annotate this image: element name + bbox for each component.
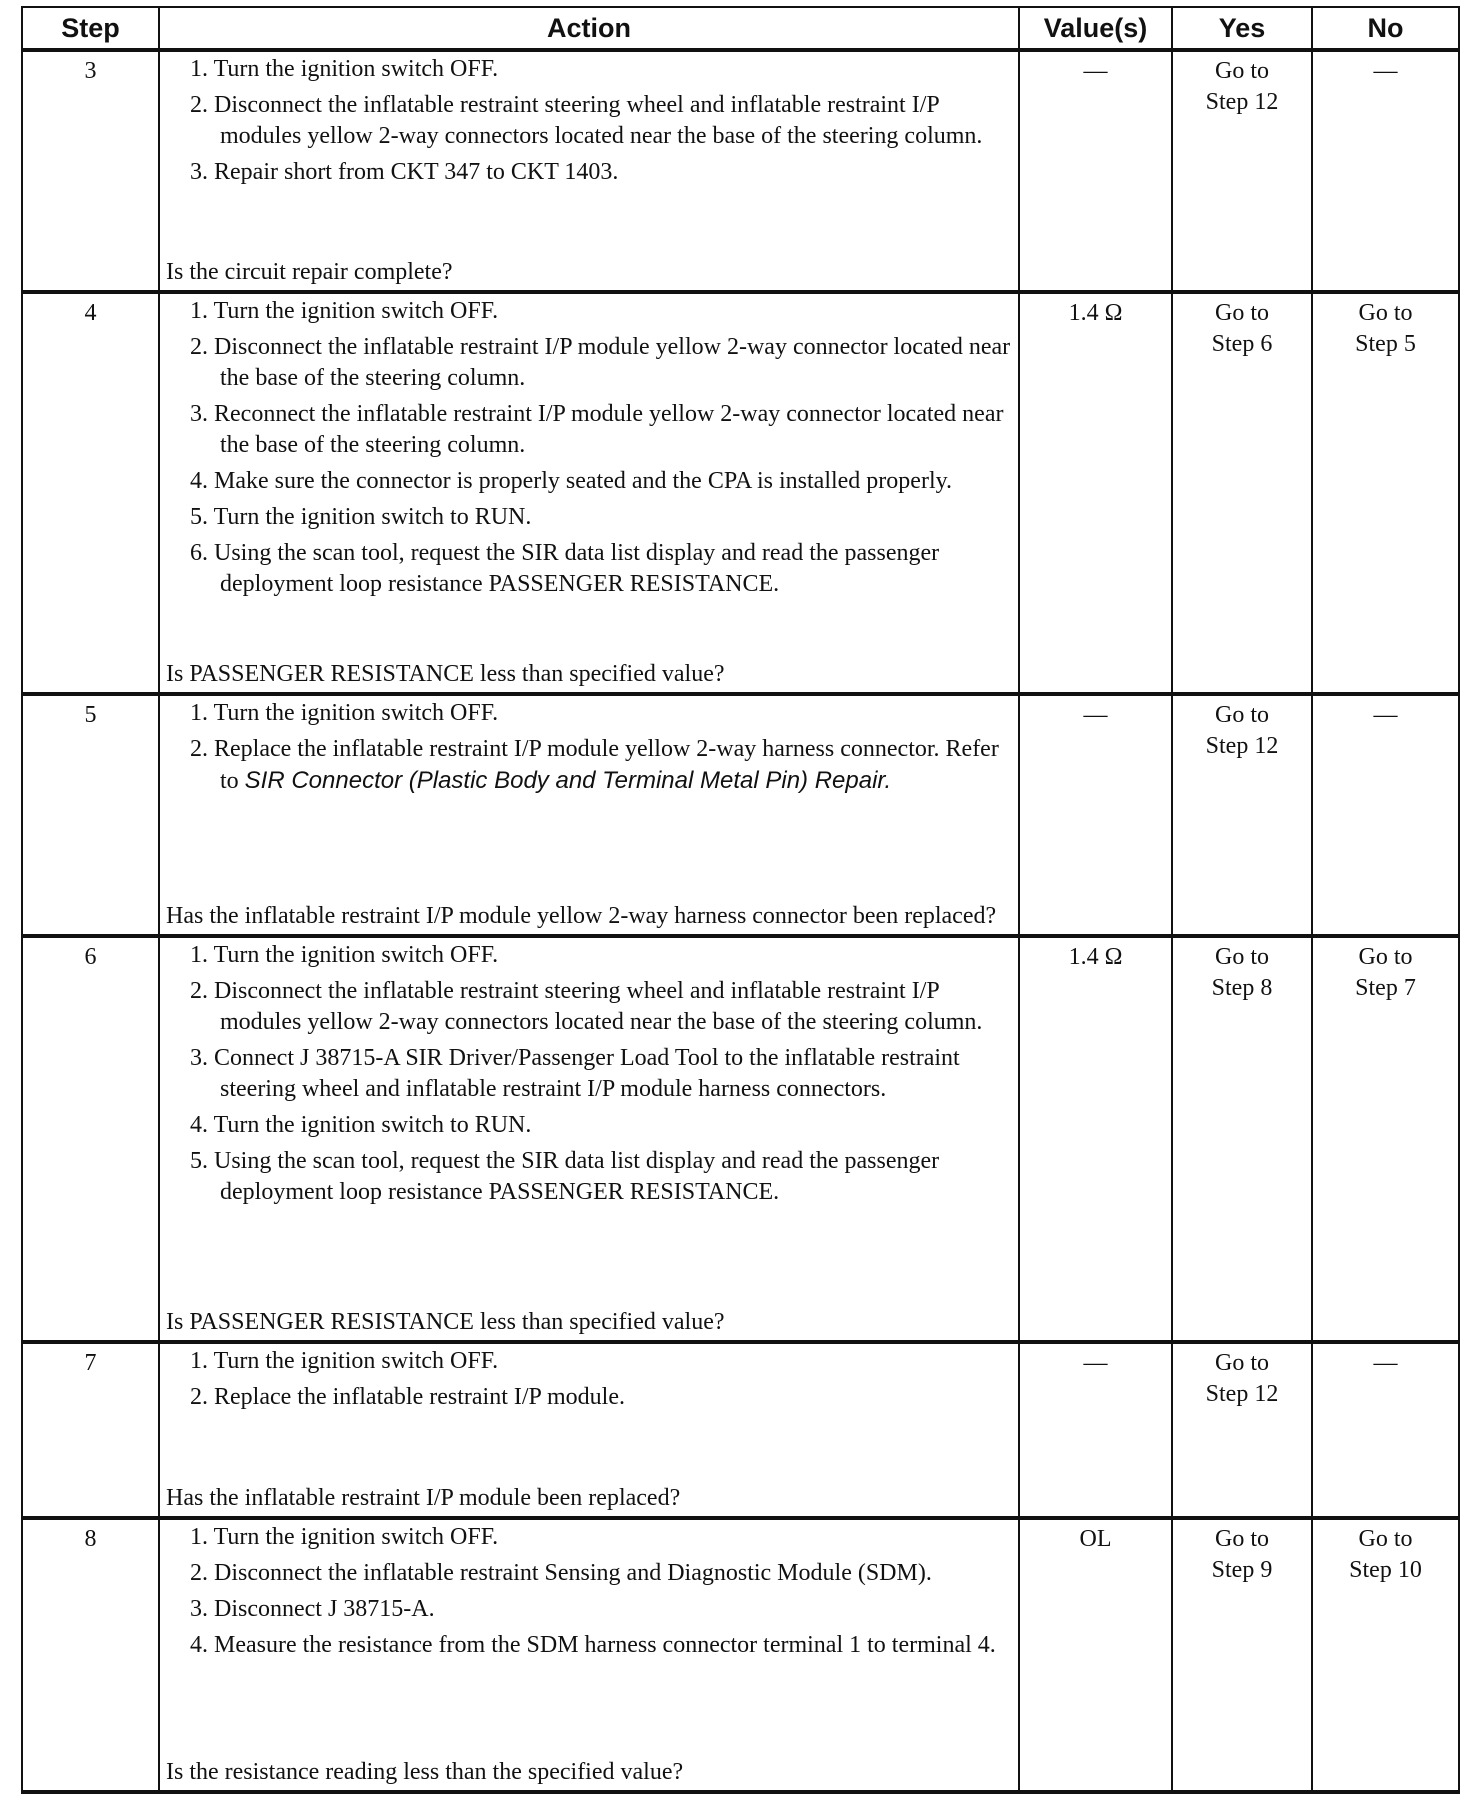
value-cell: — <box>1019 50 1172 292</box>
action-cell <box>159 1518 1019 1792</box>
header-no: No <box>1312 7 1459 50</box>
yes-cell: Go to Step 12 <box>1172 50 1312 292</box>
no-cell: Go to Step 7 <box>1312 936 1459 1342</box>
action-cell <box>159 292 1019 694</box>
action-step <box>190 1043 1018 1105</box>
action-steps <box>190 54 1018 188</box>
action-step-text: 2. Disconnect the inflatable restraint I/P module yellow 2-way connector located near the base of the steering column. <box>190 334 1011 391</box>
action-cell <box>159 936 1019 1342</box>
yes-cell: Go to Step 9 <box>1172 1518 1312 1792</box>
no-cell: Go to Step 10 <box>1312 1518 1459 1792</box>
action-steps <box>190 698 1018 797</box>
action-step <box>190 976 1018 1038</box>
action-steps <box>190 296 1018 600</box>
action-step-text: 4. Measure the resistance from the SDM harness connector terminal 1 to terminal 4. <box>190 1632 996 1658</box>
header-row <box>22 7 1459 50</box>
step-number: 7 <box>22 1342 159 1518</box>
step-number: 3 <box>22 50 159 292</box>
action-steps <box>190 1522 1018 1661</box>
no-cell: — <box>1312 694 1459 936</box>
table-row <box>22 936 1459 1342</box>
action-step <box>190 698 1018 729</box>
step-number: 4 <box>22 292 159 694</box>
action-steps <box>190 940 1018 1208</box>
no-cell: — <box>1312 50 1459 292</box>
action-step-text: 2. Replace the inflatable restraint I/P module yellow 2-way harness connector. Refer to <box>190 736 999 794</box>
action-step-text: 1. Turn the ignition switch OFF. <box>190 700 499 726</box>
action-step-text: 1. Turn the ignition switch OFF. <box>190 1524 499 1550</box>
action-step <box>190 332 1018 394</box>
action-step-text: 1. Turn the ignition switch OFF. <box>190 1348 499 1374</box>
action-step-text: 4. Make sure the connector is properly seated and the CPA is installed properly. <box>190 468 953 494</box>
value-cell: — <box>1019 694 1172 936</box>
no-cell: Go to Step 5 <box>1312 292 1459 694</box>
action-steps <box>190 1346 1018 1413</box>
action-step-text: 3. Reconnect the inflatable restraint I/P module yellow 2-way connector located near the base of the steering column. <box>190 401 1004 458</box>
header-step: Step <box>22 7 159 50</box>
action-step-text: 5. Turn the ignition switch to RUN. <box>190 504 532 530</box>
value-cell: — <box>1019 1342 1172 1518</box>
action-step <box>190 1346 1018 1377</box>
action-step-text: 3. Connect J 38715-A SIR Driver/Passenger Load Tool to the inflatable restraint steering wheel and inflatable restraint I/P module harness connectors. <box>190 1045 960 1102</box>
action-step <box>190 54 1018 85</box>
action-step-text: 3. Repair short from CKT 347 to CKT 1403. <box>190 159 619 185</box>
question: Is PASSENGER RESISTANCE less than specified value? <box>166 1309 725 1335</box>
action-step-text: 3. Disconnect J 38715-A. <box>190 1596 435 1622</box>
action-step-text: 2. Disconnect the inflatable restraint steering wheel and inflatable restraint I/P modules yellow 2-way connectors located near the base of the steering column. <box>190 92 983 149</box>
repair-reference-link[interactable]: SIR Connector (Plastic Body and Terminal Metal Pin) Repair. <box>244 767 892 794</box>
action-cell <box>159 1342 1019 1518</box>
step-number: 8 <box>22 1518 159 1792</box>
action-step <box>190 1110 1018 1141</box>
step-number: 5 <box>22 694 159 936</box>
no-cell: — <box>1312 1342 1459 1518</box>
action-cell <box>159 694 1019 936</box>
action-step <box>190 399 1018 461</box>
question: Is the circuit repair complete? <box>166 259 453 285</box>
question: Is the resistance reading less than the specified value? <box>166 1759 684 1785</box>
action-step-text: 1. Turn the ignition switch OFF. <box>190 56 499 82</box>
table-row <box>22 1342 1459 1518</box>
step-number: 6 <box>22 936 159 1342</box>
action-step-text: 6. Using the scan tool, request the SIR data list display and read the passenger deployment loop resistance PASSENGER RESISTANCE. <box>190 540 940 597</box>
action-step <box>190 1382 1018 1413</box>
action-step <box>190 157 1018 188</box>
action-step <box>190 1558 1018 1589</box>
table-row <box>22 292 1459 694</box>
yes-cell: Go to Step 12 <box>1172 1342 1312 1518</box>
diagnostic-table <box>21 6 1460 1794</box>
action-step-text: 2. Disconnect the inflatable restraint steering wheel and inflatable restraint I/P modules yellow 2-way connectors located near the base of the steering column. <box>190 978 983 1035</box>
action-step <box>190 466 1018 497</box>
table-row <box>22 1518 1459 1792</box>
table-row <box>22 694 1459 936</box>
action-step <box>190 1522 1018 1553</box>
yes-cell: Go to Step 8 <box>1172 936 1312 1342</box>
yes-cell: Go to Step 12 <box>1172 694 1312 936</box>
action-step <box>190 734 1018 797</box>
action-step-text: 2. Disconnect the inflatable restraint Sensing and Diagnostic Module (SDM). <box>190 1560 932 1586</box>
table-row <box>22 50 1459 292</box>
action-step-text: 1. Turn the ignition switch OFF. <box>190 942 499 968</box>
value-cell: 1.4 Ω <box>1019 936 1172 1342</box>
action-step <box>190 538 1018 600</box>
header-values: Value(s) <box>1019 7 1172 50</box>
action-step-text: 4. Turn the ignition switch to RUN. <box>190 1112 532 1138</box>
value-cell: 1.4 Ω <box>1019 292 1172 694</box>
action-step <box>190 90 1018 152</box>
action-step-text: 5. Using the scan tool, request the SIR data list display and read the passenger deployment loop resistance PASSENGER RESISTANCE. <box>190 1148 940 1205</box>
question: Is PASSENGER RESISTANCE less than specified value? <box>166 661 725 687</box>
yes-cell: Go to Step 6 <box>1172 292 1312 694</box>
action-step <box>190 940 1018 971</box>
action-step <box>190 1594 1018 1625</box>
header-action: Action <box>159 7 1019 50</box>
value-cell: OL <box>1019 1518 1172 1792</box>
action-step <box>190 1630 1018 1661</box>
question: Has the inflatable restraint I/P module yellow 2-way harness connector been replaced? <box>166 903 997 929</box>
header-yes: Yes <box>1172 7 1312 50</box>
action-cell <box>159 50 1019 292</box>
action-step <box>190 296 1018 327</box>
action-step <box>190 502 1018 533</box>
action-step-text: 2. Replace the inflatable restraint I/P module. <box>190 1384 625 1410</box>
action-step <box>190 1146 1018 1208</box>
question: Has the inflatable restraint I/P module been replaced? <box>166 1485 681 1511</box>
action-step-text: 1. Turn the ignition switch OFF. <box>190 298 499 324</box>
